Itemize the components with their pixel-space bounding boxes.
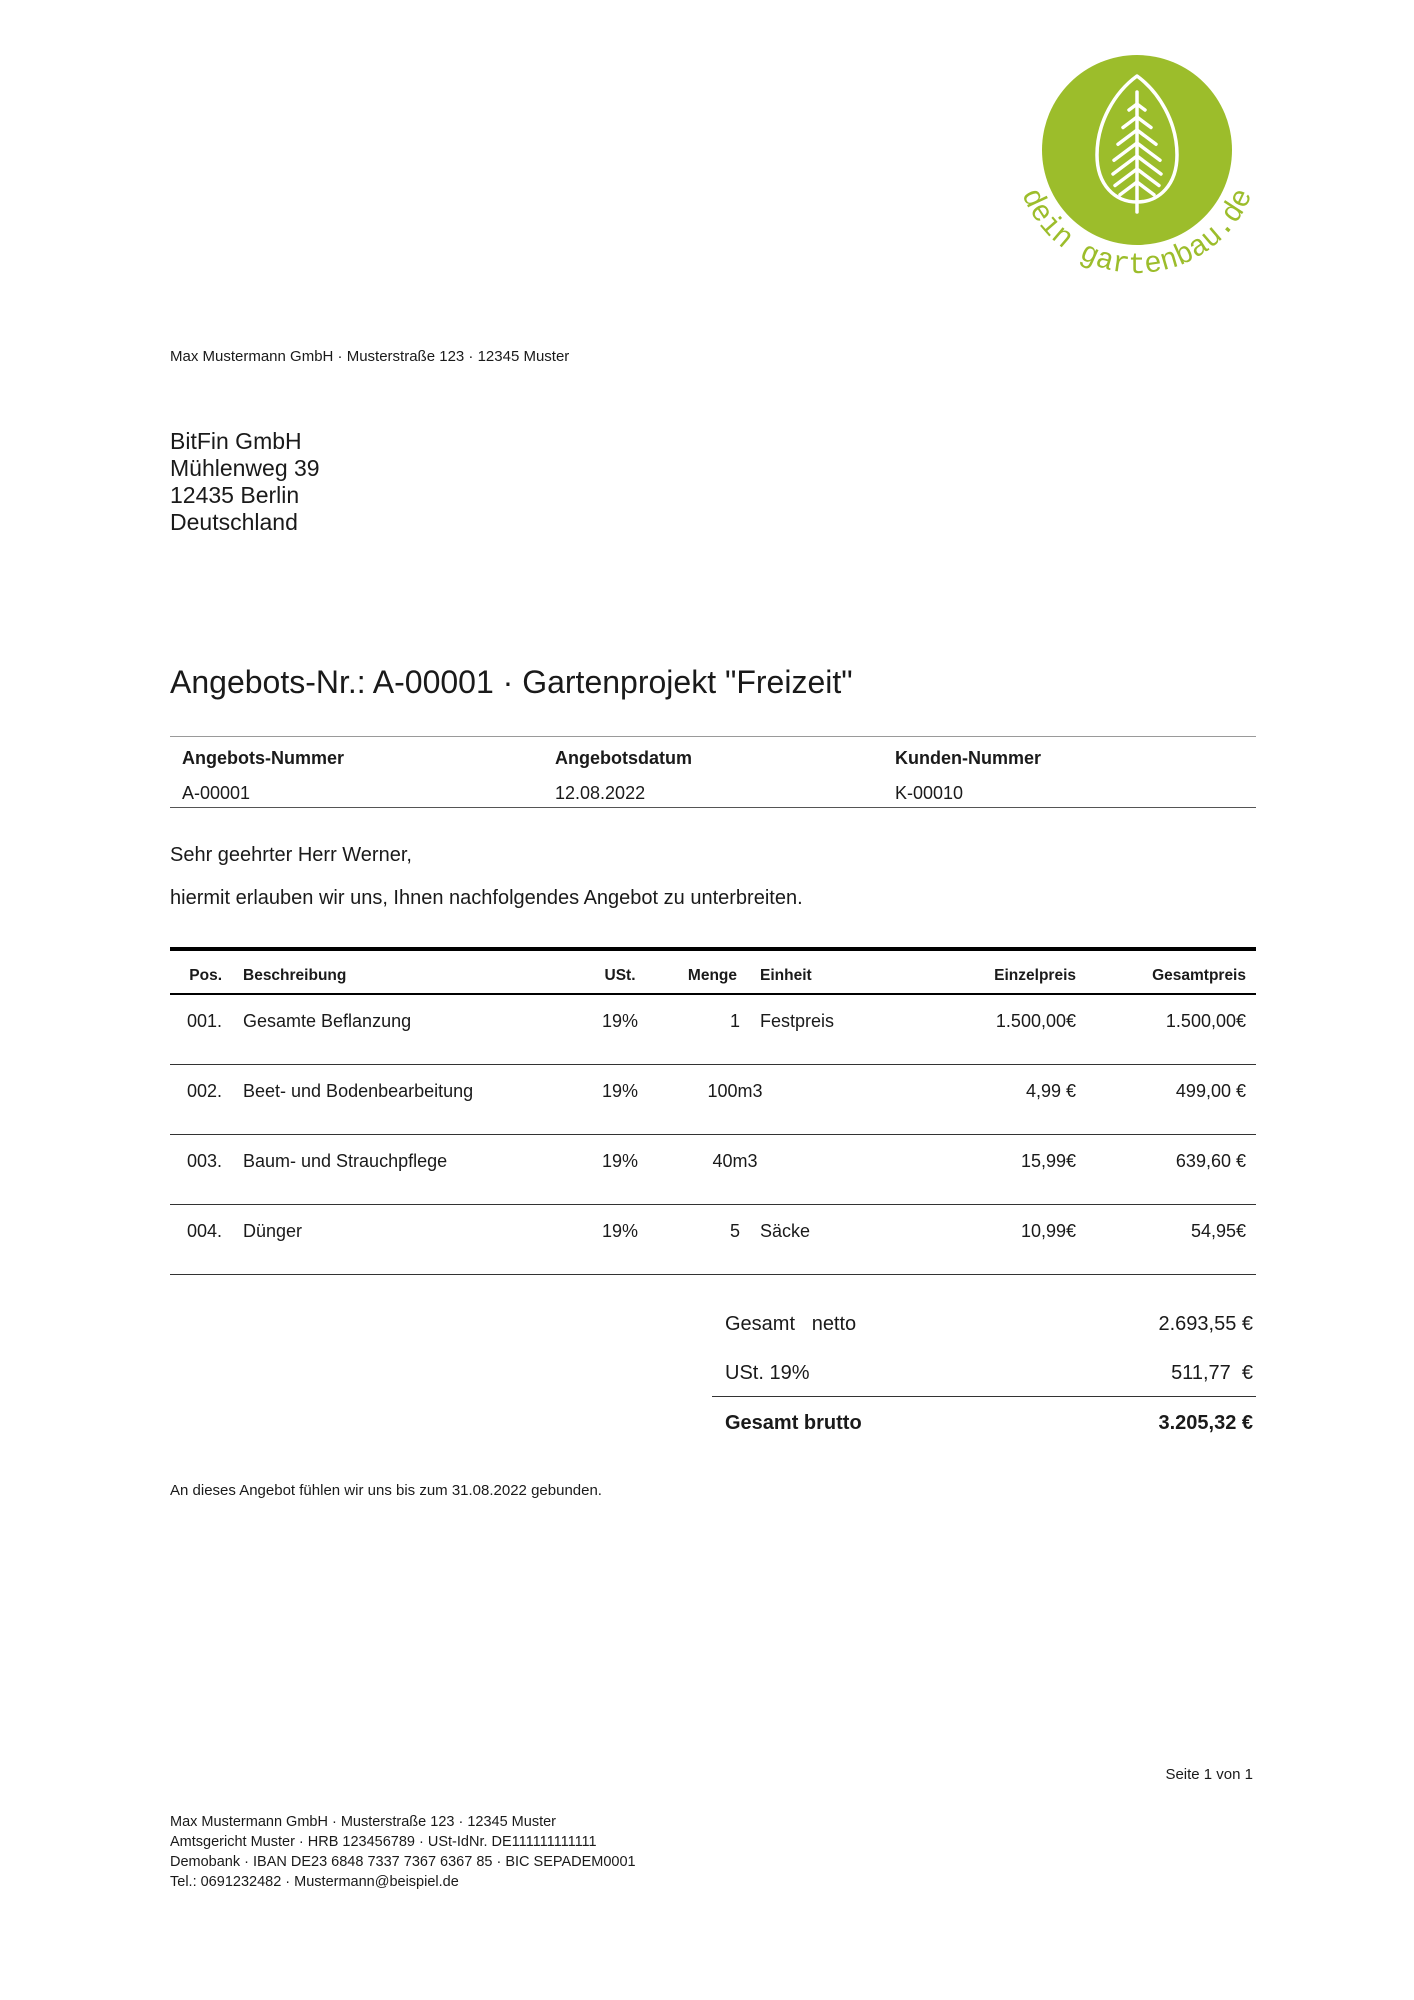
items-table-header (170, 947, 1256, 995)
item-quantity: 5 (729, 1221, 740, 1241)
intro-text: hiermit erlauben wir uns, Ihnen nachfolgendes Angebot zu unterbreiten. (170, 887, 803, 909)
item-unit: Festpreis (760, 1011, 835, 1031)
offer-number-header: Angebots-Nummer (182, 748, 345, 768)
item-unit: Säcke (760, 1221, 811, 1241)
item-unit-price: 15,99€ (1020, 1151, 1076, 1171)
table-row (170, 995, 1256, 1065)
item-vat: 19% (601, 1081, 639, 1101)
column-header-unit: Einheit (760, 967, 812, 984)
item-description: Dünger (243, 1221, 303, 1241)
customer-number-value: K-00010 (895, 783, 964, 803)
item-vat: 19% (601, 1151, 639, 1171)
column-header-total-price: Gesamtpreis (1152, 967, 1246, 984)
item-vat: 19% (601, 1221, 639, 1241)
item-total-price: 499,00 € (1175, 1081, 1246, 1101)
column-header-quantity: Menge (687, 967, 737, 984)
footer (170, 1812, 636, 1892)
gross-total-label: Gesamt brutto (725, 1412, 862, 1434)
table-row (170, 1065, 1256, 1135)
item-vat: 19% (601, 1011, 639, 1031)
item-total-price: 639,60 € (1175, 1151, 1246, 1171)
column-header-pos: Pos. (189, 967, 222, 984)
item-description: Beet- und Bodenbearbeitung (243, 1081, 474, 1101)
vat-total-value: 511,77 € (1171, 1362, 1253, 1384)
footer-registry: Amtsgericht Muster · HRB 123456789 · USt-IdNr. DE111111111111 (170, 1834, 597, 1850)
footer-bank: Demobank · IBAN DE23 6848 7337 7367 6367 85 · BIC SEPADEM0001 (170, 1854, 636, 1870)
footer-company-address: Max Mustermann GmbH · Musterstraße 123 · 12345 Muster (170, 1814, 556, 1830)
item-pos: 001. (186, 1011, 222, 1031)
column-header-description: Beschreibung (243, 967, 347, 984)
item-description: Baum- und Strauchpflege (243, 1151, 448, 1171)
items-table (170, 947, 1256, 1275)
item-description: Gesamte Beflanzung (243, 1011, 412, 1031)
customer-number-header: Kunden-Nummer (895, 748, 1042, 768)
sender-address-line: Max Mustermann GmbH · Musterstraße 123 · 12345 Muster (170, 348, 570, 365)
validity-note: An dieses Angebot fühlen wir uns bis zum 31.08.2022 gebunden. (170, 1482, 602, 1499)
item-unit-price: 4,99 € (1025, 1081, 1076, 1101)
totals-divider (712, 1396, 1256, 1397)
item-quantity: 1 (729, 1011, 740, 1031)
offer-date-header: Angebotsdatum (555, 748, 692, 768)
item-unit-price: 1.500,00€ (995, 1011, 1076, 1031)
recipient-address (170, 428, 320, 536)
net-total-value: 2.693,55 € (1158, 1313, 1253, 1335)
offer-date-value: 12.08.2022 (555, 783, 646, 803)
logo-wordmark: dein gartenbau.de (1012, 183, 1262, 283)
table-row (170, 1205, 1256, 1275)
recipient-city: 12435 Berlin (170, 482, 300, 508)
column-header-vat: USt. (604, 967, 636, 984)
item-total-price: 54,95€ (1190, 1221, 1246, 1241)
page-number: Seite 1 von 1 (1165, 1766, 1253, 1783)
document-title: Angebots-Nr.: A-00001 · Gartenprojekt "Freizeit" (170, 664, 853, 700)
footer-contact: Tel.: 0691232482 · Mustermann@beispiel.de (170, 1874, 459, 1890)
item-unit-price: 10,99€ (1020, 1221, 1076, 1241)
gross-total-value: 3.205,32 € (1158, 1412, 1253, 1434)
offer-info-table (170, 736, 1256, 808)
totals-block (712, 1304, 1256, 1444)
greeting: Sehr geehrter Herr Werner, (170, 844, 412, 866)
item-pos: 004. (186, 1221, 222, 1241)
recipient-country: Deutschland (170, 509, 298, 535)
table-row (170, 1135, 1256, 1205)
item-total-price: 1.500,00€ (1165, 1011, 1246, 1031)
recipient-company: BitFin GmbH (170, 428, 302, 454)
offer-number-value: A-00001 (182, 783, 251, 803)
column-header-unit-price: Einzelpreis (994, 967, 1076, 984)
item-pos: 003. (186, 1151, 222, 1171)
item-quantity: 40m3 (712, 1151, 758, 1171)
vat-total-label: USt. 19% (725, 1362, 810, 1384)
net-total-label: Gesamt netto (725, 1313, 857, 1335)
item-pos: 002. (186, 1081, 222, 1101)
company-logo (985, 40, 1295, 300)
recipient-street: Mühlenweg 39 (170, 455, 320, 481)
item-quantity: 100m3 (707, 1081, 763, 1101)
